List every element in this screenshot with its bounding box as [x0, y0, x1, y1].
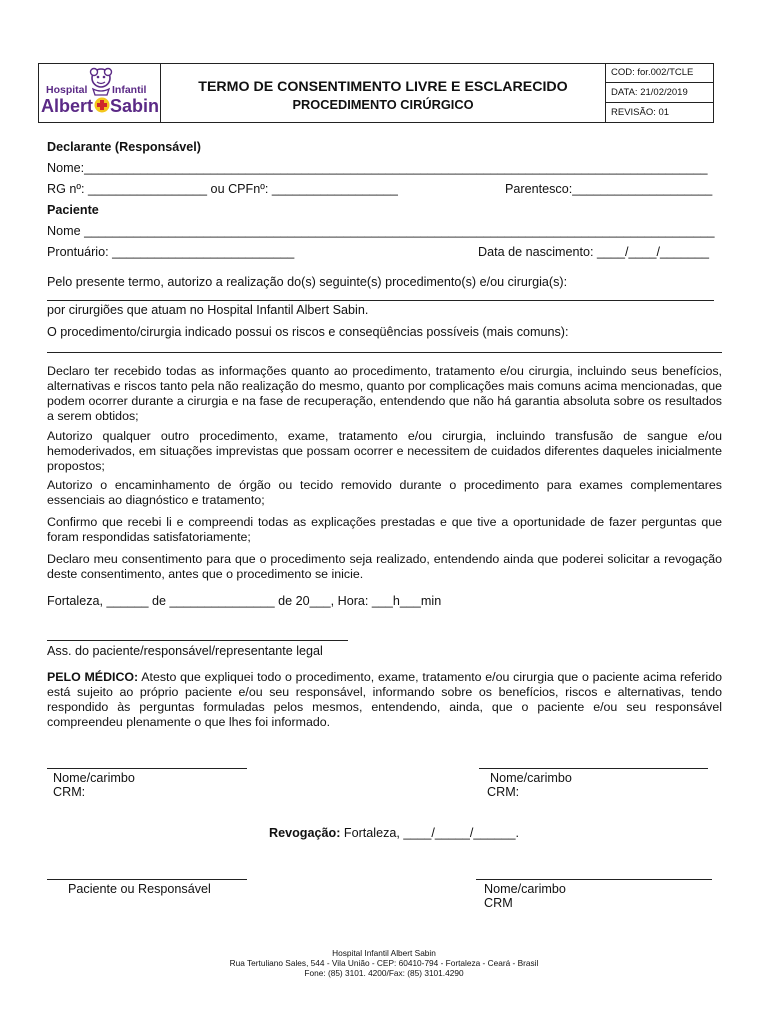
document-meta — [605, 63, 714, 123]
mascot-icon — [91, 69, 112, 96]
medico-signature-line-right[interactable] — [479, 768, 708, 769]
responsavel-signature-line[interactable] — [47, 879, 247, 880]
nome-carimbo-left: Nome/carimbo — [53, 771, 135, 785]
pelo-medico-paragraph — [47, 670, 722, 730]
assinatura-paciente-label: Ass. do paciente/responsável/representante legal — [47, 644, 323, 658]
declarante-parentesco-field[interactable]: Parentesco:____________________ — [505, 182, 713, 196]
paciente-nome-field[interactable]: Nome __________________________________________________________________________________________ — [47, 224, 715, 238]
paciente-prontuario-field[interactable]: Prontuário: __________________________ — [47, 245, 295, 259]
crm-right: CRM: — [487, 785, 520, 799]
autorizo-outro-paragraph: Autorizo qualquer outro procedimento, exame, tratamento e/ou cirurgia, incluindo transfusão de sangue e/ou hemoderivados, em situações imprevistas que possam ocorrer e necessitem de cuidados diferentes daqueles inicialmente propostos; — [47, 429, 722, 473]
declarante-heading: Declarante (Responsável) — [47, 140, 201, 154]
hospital-logo — [38, 63, 161, 123]
pelo-medico-text: Atesto que expliquei todo o procedimento, exame, tratamento e/ou cirurgia que o paciente acima referido está sujeito ao próprio paciente e/ou seu responsável, informando sobre os benefícios, riscos e alternativas, tendo respondido às perguntas formuladas pelos mesmos, entendendo, ainda, que o paciente e/ou seu responsável compreendeu plenamente o que lhes foi informado. — [47, 670, 722, 729]
declaracao-paragraph: Declaro ter recebido todas as informações quanto ao procedimento, tratamento e/ou cirurgia, incluindo seus benefícios, alternativas e riscos tanto pela não realização do mesmo, quanto por complicações mais comuns acima mencionadas, que podem ocorrer durante a cirurgia e na fase de recuperação, entendendo que não há garantia absoluta sobre os resultados a serem obtidos; — [47, 364, 722, 423]
medico-signature-line-bottom[interactable] — [476, 879, 712, 880]
footer-phone: Fone: (85) 3101. 4200/Fax: (85) 3101.4290 — [304, 968, 464, 978]
crm-bottom: CRM — [484, 896, 513, 910]
footer-hospital-name: Hospital Infantil Albert Sabin — [332, 948, 436, 958]
nome-carimbo-bottom: Nome/carimbo — [484, 882, 566, 896]
nome-carimbo-right: Nome/carimbo — [490, 771, 572, 785]
assinatura-paciente-line[interactable] — [47, 640, 348, 641]
consentimento-paragraph: Declaro meu consentimento para que o procedimento seja realizado, entendendo ainda que poderei solicitar a revogação deste consentimento, antes que o procedimento se inicie. — [47, 552, 722, 581]
cirurgioes-text: por cirurgiões que atuam no Hospital Infantil Albert Sabin. — [47, 303, 369, 317]
logo-word-hospital: Hospital — [46, 84, 88, 96]
paciente-heading: Paciente — [47, 203, 99, 217]
encaminhamento-paragraph: Autorizo o encaminhamento de órgão ou tecido removido durante o procedimento para exames complementares essenciais ao diagnóstico e tratamento; — [47, 478, 722, 507]
declarante-nome-field[interactable]: Nome:_________________________________________________________________________________________ — [47, 161, 708, 175]
paciente-nascimento-field[interactable]: Data de nascimento: ____/____/_______ — [478, 245, 710, 259]
logo-word-albert: Albert — [41, 96, 94, 116]
revogacao-label: Revogação: — [269, 826, 341, 840]
revogacao-text: Fortaleza, ____/_____/______. — [340, 826, 519, 840]
footer-address: Rua Tertuliano Sales, 544 - Vila União - CEP: 60410-794 - Fortaleza - Ceará - Brasil — [229, 958, 539, 968]
hospital-logo-graphic — [38, 63, 160, 121]
declarante-rg-cpf-field[interactable]: RG nº: _________________ ou CPFnº: __________________ — [47, 182, 398, 196]
procedimento-intro: Pelo presente termo, autorizo a realização do(s) seguinte(s) procedimento(s) e/ou cirurgia(s): — [47, 275, 568, 289]
medico-signature-line-left[interactable] — [47, 768, 247, 769]
paciente-responsavel-label: Paciente ou Responsável — [68, 882, 211, 896]
revogacao-line[interactable] — [269, 826, 519, 841]
riscos-intro: O procedimento/cirurgia indicado possui os riscos e conseqüências possíveis (mais comuns): — [47, 325, 569, 339]
pelo-medico-label: PELO MÉDICO: — [47, 670, 139, 684]
document-title: TERMO DE CONSENTIMENTO LIVRE E ESCLARECIDO — [198, 79, 568, 95]
riscos-line[interactable] — [47, 352, 722, 353]
local-data-field[interactable]: Fortaleza, ______ de _______________ de 20___, Hora: ___h___min — [47, 594, 442, 608]
doc-code: COD: for.002/TCLE — [606, 63, 714, 83]
logo-word-infantil: Infantil — [112, 84, 147, 96]
logo-word-sabin: Sabin — [110, 96, 160, 116]
confirmo-paragraph: Confirmo que recebi li e compreendi todas as explicações prestadas e que tive a oportunidade de fazer perguntas que foram respondidas satisfatoriamente; — [47, 515, 722, 544]
doc-revision: REVISÃO: 01 — [611, 107, 670, 118]
document-subtitle: PROCEDIMENTO CIRÚRGICO — [292, 97, 474, 112]
logo-cross-icon — [95, 98, 110, 113]
procedimento-line[interactable] — [47, 300, 714, 301]
doc-date: DATA: 21/02/2019 — [606, 83, 714, 103]
crm-left: CRM: — [53, 785, 86, 799]
